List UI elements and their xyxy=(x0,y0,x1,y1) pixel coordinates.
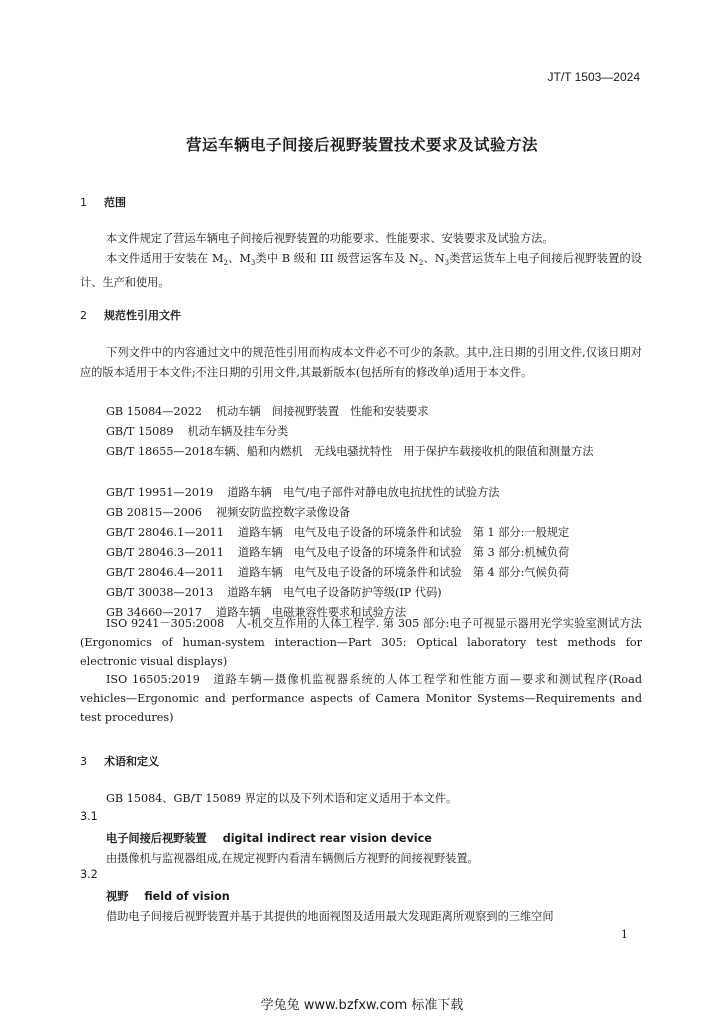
reference-title: 道路车辆 电气/电子部件对静电放电抗扰性的试验方法 xyxy=(227,486,500,499)
reference-code: GB/T 19951—2019 xyxy=(106,486,214,499)
page-number: 1 xyxy=(620,928,628,941)
standard-code: JT/T 1503—2024 xyxy=(547,70,640,84)
section-title: 术语和定义 xyxy=(104,755,159,768)
reference-title: 道路车辆 电气及电子设备的环境条件和试验 第 1 部分:一般规定 xyxy=(237,526,570,539)
term-name xyxy=(106,830,432,846)
iso-reference-16505 xyxy=(80,670,642,727)
section-number: 1 xyxy=(80,196,87,209)
iso-reference-text: ISO 16505:2019 道路车辆—摄像机监视器系统的人体工程学和性能方面—要求和测试程序(Road vehicles—Ergonomic and performance aspects of Camera Monitor Systems—Requirements and test procedures) xyxy=(80,673,642,724)
reference-code: GB 15084—2022 xyxy=(106,405,202,418)
reference-item xyxy=(106,504,350,520)
section-heading-normative-references xyxy=(80,307,181,323)
section-title: 范围 xyxy=(104,196,126,209)
terms-intro-text: GB 15084、GB/T 15089 界定的以及下列术语和定义适用于本文件。 xyxy=(106,792,458,805)
section-number: 2 xyxy=(80,309,87,322)
reference-item xyxy=(106,403,429,419)
reference-item xyxy=(106,584,442,600)
scope-text-2c: 类中 B 级和 III 级营运客车及 N xyxy=(255,252,419,265)
normative-intro-text: 下列文件中的内容通过文中的规范性引用而构成本文件必不可少的条款。其中,注日期的引用文件,仅该日期对应的版本适用于本文件;不注日期的引用文件,其最新版本(包括所有的修改单)适用于本文件。 xyxy=(80,346,642,379)
reference-code: GB/T 30038—2013 xyxy=(106,586,214,599)
reference-item xyxy=(106,423,288,439)
reference-code: GB/T 28046.1—2011 xyxy=(106,526,224,539)
reference-item xyxy=(106,564,569,580)
term-name-zh: 电子间接后视野装置 xyxy=(106,832,207,845)
reference-code: GB/T 18655—2018 xyxy=(106,445,214,458)
section-heading-terms xyxy=(80,753,159,769)
reference-code: GB/T 28046.3—2011 xyxy=(106,546,224,559)
section-title: 规范性引用文件 xyxy=(104,309,181,322)
normative-intro xyxy=(80,343,642,383)
section-number: 3 xyxy=(80,755,87,768)
term-name-en: digital indirect rear vision device xyxy=(222,832,432,845)
reference-title: 道路车辆 电气电子设备防护等级(IP 代码) xyxy=(227,586,442,599)
iso-reference-text: ISO 9241－305:2008 人-机交互作用的人体工程学. 第 305 部分:电子可视显示器用光学实验室测试方法(Ergonomics of human-system interaction—Part 305: Optical laboratory test methods for electronic visual displays) xyxy=(80,617,642,668)
reference-title: 车辆、船和内燃机 无线电骚扰特性 用于保护车载接收机的限值和测量方法 xyxy=(213,445,594,458)
subscript: 3 xyxy=(250,259,256,268)
subscript: 3 xyxy=(444,259,450,268)
term-definition: 由摄像机与监视器组成,在规定视野内看清车辆侧后方视野的间接视野装置。 xyxy=(106,852,479,865)
term-number: 3.2 xyxy=(80,868,98,881)
reference-title: 机动车辆 间接视野装置 性能和安装要求 xyxy=(215,405,429,418)
section-heading-scope xyxy=(80,194,126,210)
reference-item xyxy=(106,484,499,500)
scope-text-2e: 类营运货车上电子间接后视野装置的设计、生产和使用。 xyxy=(80,252,642,290)
term-name xyxy=(106,888,230,904)
term-name-en: field of vision xyxy=(144,890,230,903)
term-definition: 借助电子间接后视野装置并基于其提供的地面视图及适用最大发现距离所观察到的三维空间 xyxy=(106,910,554,923)
reference-item xyxy=(80,442,642,461)
reference-code: GB/T 15089 xyxy=(106,425,174,438)
scope-text-2b: 、M xyxy=(227,252,251,265)
scope-paragraph-1 xyxy=(80,229,642,249)
scope-text-2a: 本文件适用于安装在 M xyxy=(106,252,224,265)
term-number: 3.1 xyxy=(80,810,98,823)
subscript: 2 xyxy=(418,259,424,268)
term-name-zh: 视野 xyxy=(106,890,129,903)
reference-item xyxy=(106,544,569,560)
reference-item xyxy=(106,524,569,540)
iso-reference-9241 xyxy=(80,614,642,671)
reference-title: 机动车辆及挂车分类 xyxy=(187,425,289,438)
reference-code: GB 34660—2017 xyxy=(106,606,202,619)
document-title: 营运车辆电子间接后视野装置技术要求及试验方法 xyxy=(185,136,538,154)
reference-title: 道路车辆 电磁兼容性要求和试验方法 xyxy=(215,606,407,619)
scope-text-2d: 、N xyxy=(423,252,445,265)
reference-code: GB 20815—2006 xyxy=(106,506,202,519)
scope-text-1: 本文件规定了营运车辆电子间接后视野装置的功能要求、性能要求、安装要求及试验方法。 xyxy=(106,232,554,245)
reference-title: 道路车辆 电气及电子设备的环境条件和试验 第 4 部分:气候负荷 xyxy=(237,566,570,579)
reference-code: GB/T 28046.4—2011 xyxy=(106,566,224,579)
terms-intro xyxy=(80,789,642,809)
reference-title: 道路车辆 电气及电子设备的环境条件和试验 第 3 部分:机械负荷 xyxy=(237,546,570,559)
scope-paragraph-2 xyxy=(80,249,642,293)
footer-watermark: 学兔兔 www.bzfxw.com 标准下载 xyxy=(260,998,464,1013)
reference-title: 视频安防监控数字录像设备 xyxy=(215,506,351,519)
subscript: 2 xyxy=(223,259,228,268)
